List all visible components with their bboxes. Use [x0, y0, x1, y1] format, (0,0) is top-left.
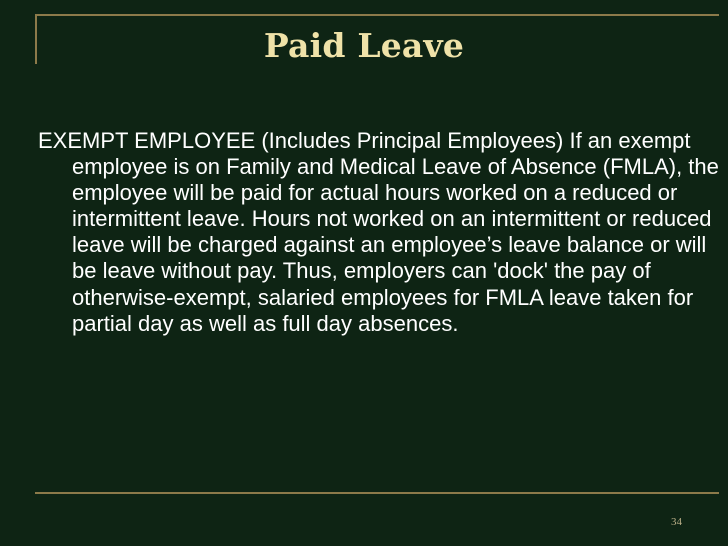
slide-body-text: EXEMPT EMPLOYEE (Includes Principal Employees) If an exempt employee is on Family and Medical Leave of Absence (FMLA), the employee will be paid for actual hours worked on a reduced or intermittent leave. Hours not worked on an intermittent or reduced leave will be charged against an employee’s leave balance or will be leave without pay. Thus, employers can 'dock' the pay of otherwise-exempt, salaried employees for FMLA leave taken for partial day as well as full day absences. — [38, 128, 719, 336]
slide-title: Paid Leave — [263, 26, 465, 65]
page-number: 34 — [671, 516, 682, 528]
frame-top-rule — [35, 14, 719, 16]
frame-bottom-rule — [35, 492, 719, 494]
